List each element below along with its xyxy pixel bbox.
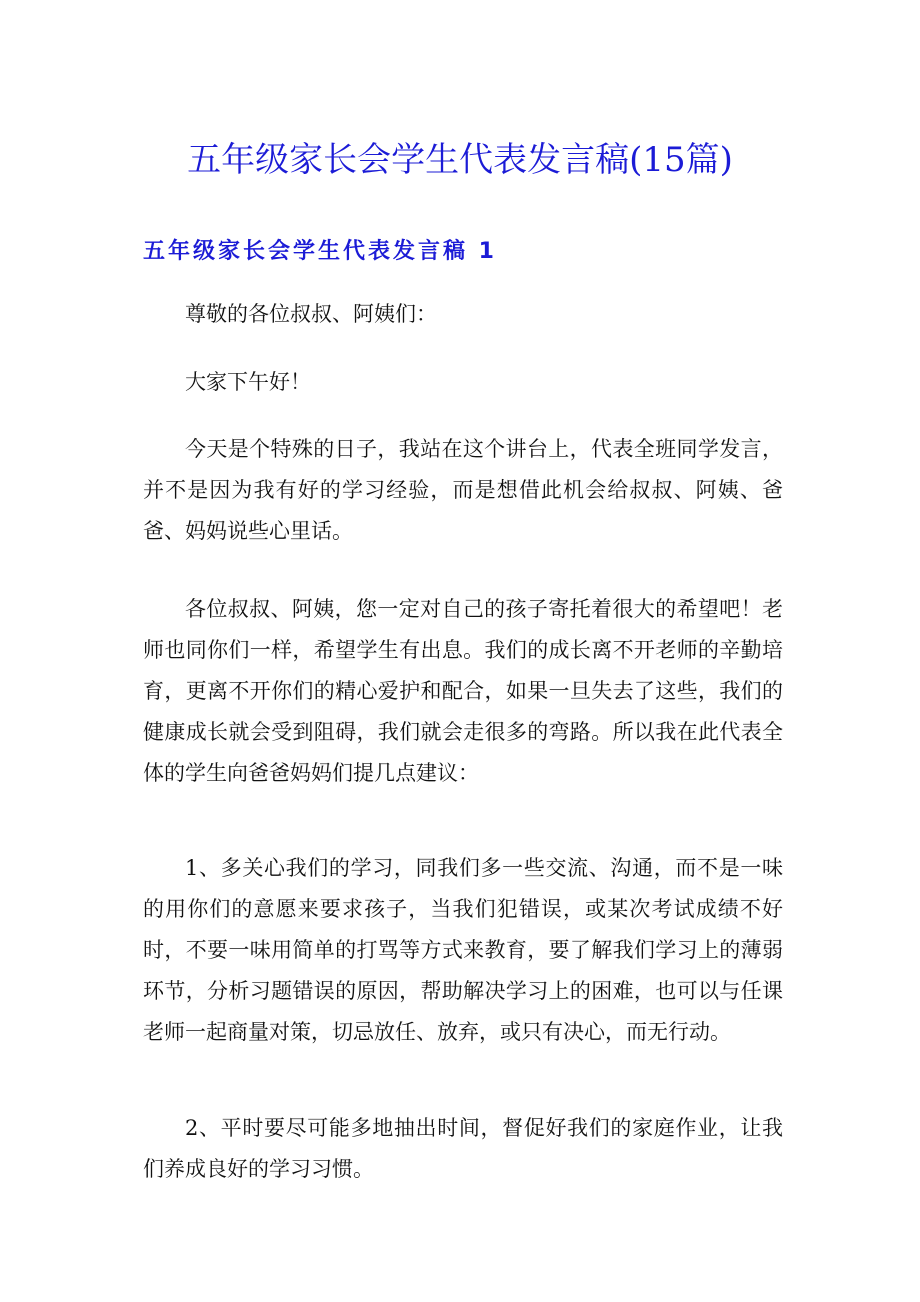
paragraph-greeting: 尊敬的各位叔叔、阿姨们：: [185, 302, 437, 326]
section-heading: 五年级家长会学生代表发言稿 1: [143, 239, 497, 264]
paragraph-intro: 今天是个特殊的日子，我站在这个讲台上，代表全班同学发言，并不是因为我有好的学习经验，而是想借此机会给叔叔、阿姨、爸爸、妈妈说些心里话。: [143, 437, 783, 543]
paragraph-salutation: 大家下午好！: [185, 370, 311, 394]
document-title: 五年级家长会学生代表发言稿(15篇): [187, 140, 733, 180]
paragraph-suggestion-1: 1、多关心我们的学习，同我们多一些交流、沟通，而不是一味的用你们的意愿来要求孩子，当我们犯错误，或某次考试成绩不好时，不要一味用简单的打骂等方式来教育，要了解我们学习上的薄弱环节，分析习题错误的原因，帮助解决学习上的困难，也可以与任课老师一起商量对策，切忌放任、放弃，或只有决心，而无行动。: [143, 856, 783, 1044]
paragraph-hopes: 各位叔叔、阿姨，您一定对自己的孩子寄托着很大的希望吧！老师也同你们一样，希望学生有出息。我们的成长离不开老师的辛勤培育，更离不开你们的精心爱护和配合，如果一旦失去了这些，我们的健康成长就会受到阻碍，我们就会走很多的弯路。所以我在此代表全体的学生向爸爸妈妈们提几点建议：: [143, 597, 783, 785]
paragraph-suggestion-2: 2、平时要尽可能多地抽出时间，督促好我们的家庭作业，让我们养成良好的学习习惯。: [143, 1116, 783, 1181]
